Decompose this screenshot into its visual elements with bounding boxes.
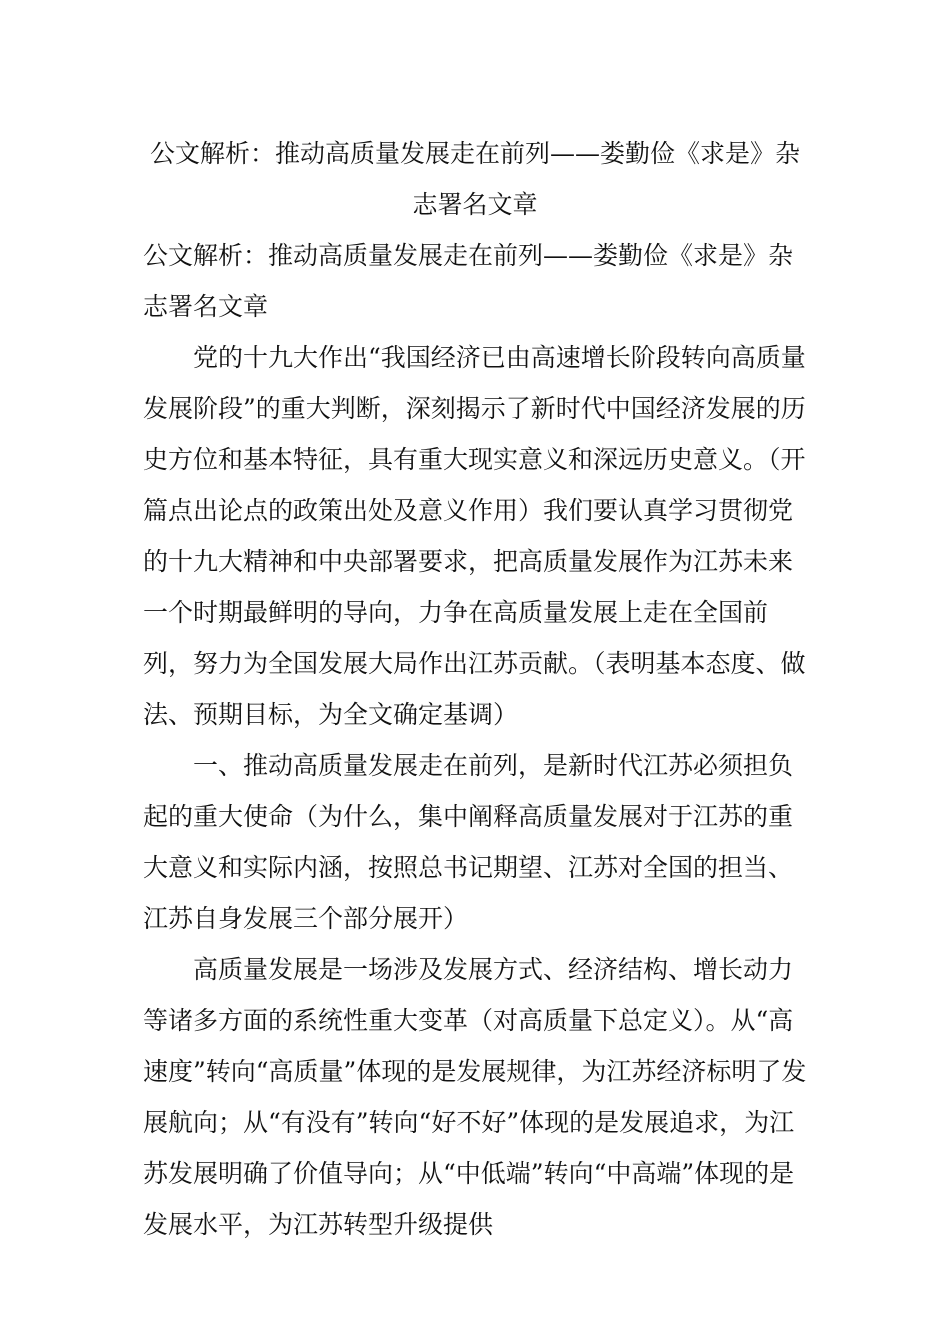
paragraph-body: 高质量发展是一场涉及发展方式、经济结构、增长动力等诸多方面的系统性重大变革（对高质量下总定义）。从“高速度”转向“高质量”体现的是发展规律，为江苏经济标明了发展航向；从“有没有”转向“好不好”体现的是发展追求，为江苏发展明确了价值导向；从“中低端”转向“中高端”体现的是发展水平，为江苏转型升级提供 <box>143 955 807 1239</box>
document-title: 公文解析：推动高质量发展走在前列——娄勤俭《求是》杂志署名文章 <box>149 139 800 219</box>
paragraph-intro: 党的十九大作出“我国经济已由高速增长阶段转向高质量发展阶段”的重大判断，深刻揭示了新时代中国经济发展的历史方位和基本特征，具有重大现实意义和深远历史意义。（开篇点出论点的政策出处及意义作用）我们要认真学习贯彻党的十九大精神和中央部署要求，把高质量发展作为江苏未来一个时期最鲜明的导向，力争在高质量发展上走在全国前列，努力为全国发展大局作出江苏贡献。（表明基本态度、做法、预期目标，为全文确定基调） <box>143 343 806 729</box>
document-subtitle: 公文解析：推动高质量发展走在前列——娄勤俭《求是》杂志署名文章 <box>143 241 794 321</box>
paragraph-section-one-heading: 一、推动高质量发展走在前列，是新时代江苏必须担负起的重大使命（为什么，集中阐释高质量发展对于江苏的重大意义和实际内涵，按照总书记期望、江苏对全国的担当、江苏自身发展三个部分展开） <box>143 751 794 933</box>
document-page <box>143 128 807 1250</box>
